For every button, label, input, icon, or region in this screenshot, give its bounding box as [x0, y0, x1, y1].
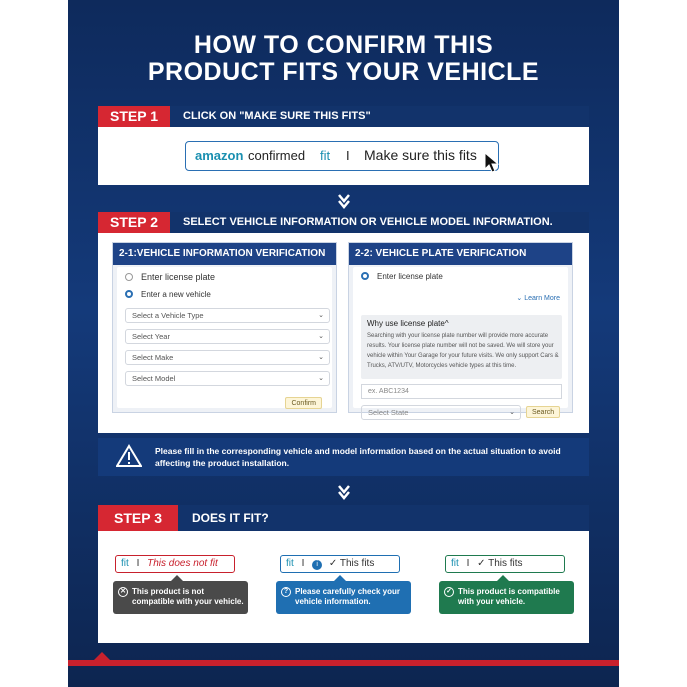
instruction-poster: [68, 0, 619, 687]
step2-tag: STEP 2: [98, 212, 170, 233]
step2-text: SELECT VEHICLE INFORMATION OR VEHICLE MODEL INFORMATION.: [183, 216, 553, 228]
step2-panel: [98, 233, 589, 433]
learn-more-link[interactable]: ⌄ Learn More: [516, 295, 560, 302]
radio-on-icon: [361, 272, 369, 280]
fit-status-fits: fit I ✓ This fits: [445, 555, 565, 573]
select-vehicle-type[interactable]: Select a Vehicle Type ⌄: [125, 308, 330, 323]
vehicle-info-header: 2-1:VEHICLE INFORMATION VERIFICATION: [113, 243, 336, 265]
confirm-button[interactable]: Confirm: [285, 397, 322, 409]
fit-status-not-fit: fit I This does not fit: [115, 555, 235, 573]
amazon-logo: amazon: [195, 148, 244, 163]
chevron-down-icon: ⌄: [509, 409, 515, 416]
chevron-down-icon: ⌄: [318, 333, 324, 340]
make-sure-this-fits-button[interactable]: Make sure this fits: [364, 147, 477, 163]
warning-icon: [116, 444, 142, 468]
tooltip-check-info: ? Please carefully check your vehicle information.: [276, 581, 411, 614]
radio-on-icon: [125, 290, 133, 298]
warning-bar: [98, 438, 589, 476]
question-circle-icon: ?: [281, 587, 291, 597]
radio-enter-new-vehicle[interactable]: Enter a new vehicle: [125, 288, 211, 302]
info-icon: i: [312, 560, 322, 570]
select-model[interactable]: Select Model ⌄: [125, 371, 330, 386]
why-license-plate-box: Why use license plate^ Searching with your license plate number will provide more accurate results. Your license plate number will not be saved. We will store your vehicle within Your Garage for your future visits. We only support Cars & Trucks, ATV/UTV, Motorcycles vehicle types at this time.: [361, 315, 562, 379]
x-circle-icon: ✕: [118, 587, 128, 597]
chevron-down-icon: ⌄: [318, 354, 324, 361]
select-make[interactable]: Select Make ⌄: [125, 350, 330, 365]
plate-verification-header: 2-2: VEHICLE PLATE VERIFICATION: [349, 243, 572, 265]
step1-panel: [98, 127, 589, 185]
warning-text: Please fill in the corresponding vehicle and model information based on the actual situation to avoid affecting the product installation.: [155, 446, 561, 468]
step3-panel: [98, 531, 589, 643]
chevron-down-icon: ⌄: [318, 312, 324, 319]
vehicle-info-panel: [112, 242, 337, 413]
confirmed-label: confirmed: [248, 148, 306, 163]
step2-bar: [98, 212, 589, 233]
mouse-pointer-icon: [484, 152, 500, 174]
step3-tag: STEP 3: [98, 505, 178, 531]
down-arrow-icon: [335, 192, 353, 210]
fit-status-check: fit I i ✓ This fits: [280, 555, 400, 573]
fit-label: fit: [320, 148, 331, 163]
down-arrow-icon: [335, 483, 353, 501]
bottom-notch: [94, 652, 110, 660]
select-year[interactable]: Select Year ⌄: [125, 329, 330, 344]
make-sure-this-fits-widget[interactable]: [185, 141, 499, 171]
step1-bar: [98, 106, 589, 127]
search-button[interactable]: Search: [526, 406, 560, 418]
step1-tag: STEP 1: [98, 106, 170, 127]
chevron-down-icon: ⌄: [318, 375, 324, 382]
select-state[interactable]: Select State ⌄: [361, 405, 521, 420]
tooltip-not-compatible: ✕ This product is not compatible with your vehicle.: [113, 581, 248, 614]
radio-off-icon: [125, 273, 133, 281]
separator: I: [346, 148, 350, 163]
step3-bar: [98, 505, 589, 531]
check-circle-icon: ✓: [444, 587, 454, 597]
radio-plate[interactable]: Enter license plate: [361, 270, 443, 284]
poster-title: HOW TO CONFIRM THIS PRODUCT FITS YOUR VEHICLE: [147, 31, 540, 86]
radio-enter-license-plate[interactable]: Enter license plate: [125, 270, 215, 284]
step3-text: DOES IT FIT?: [192, 511, 269, 525]
plate-verification-panel: [348, 242, 573, 417]
license-plate-input[interactable]: ex. ABC1234: [361, 384, 562, 399]
bottom-stripe: [68, 660, 619, 666]
step1-text: CLICK ON "MAKE SURE THIS FITS": [183, 110, 371, 122]
tooltip-compatible: ✓ This product is compatible with your vehicle.: [439, 581, 574, 614]
